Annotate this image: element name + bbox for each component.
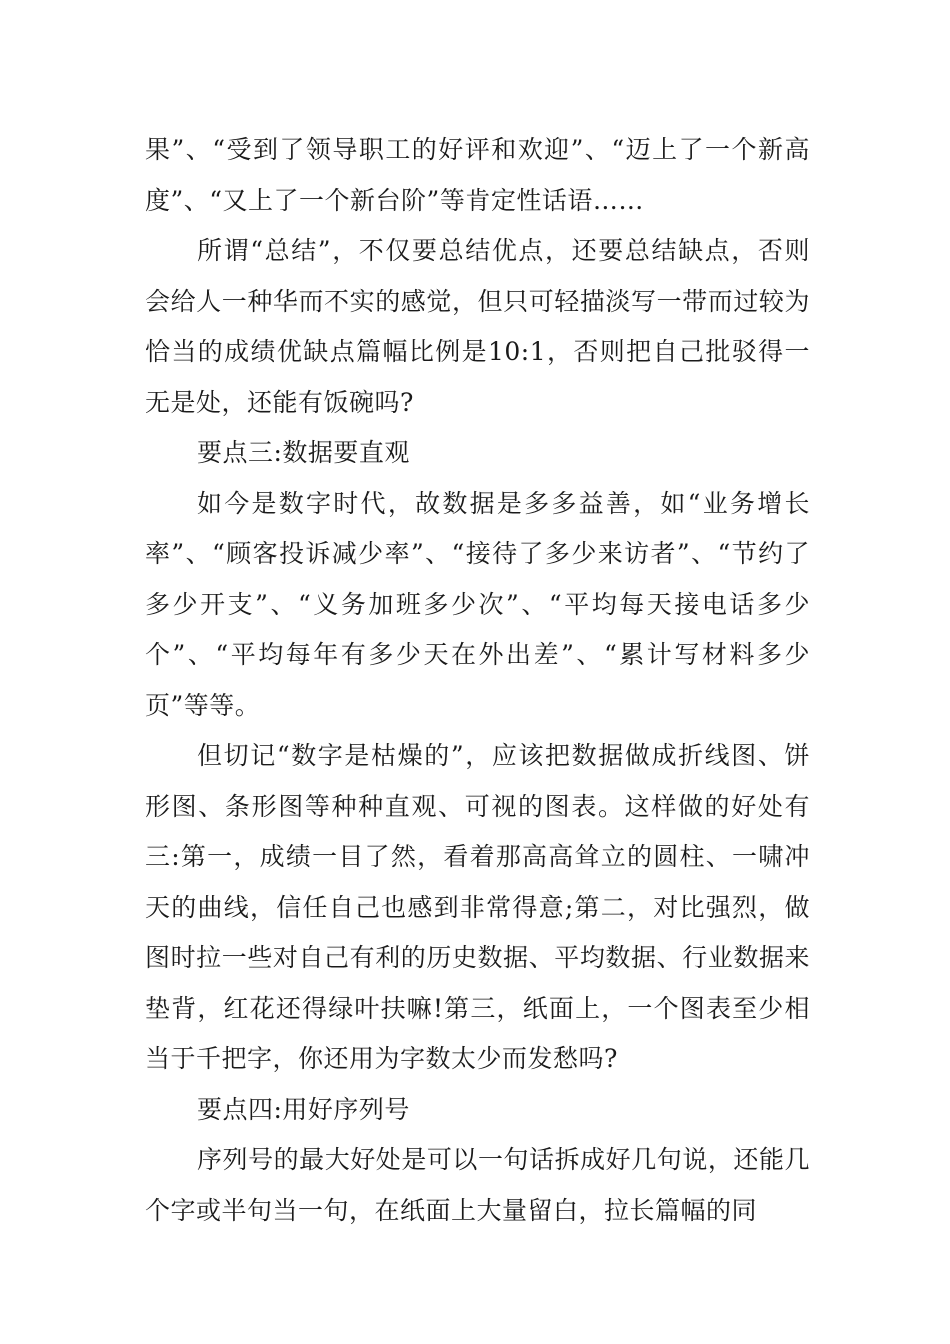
paragraph-charts-benefits: 但切记“数字是枯燥的”，应该把数据做成折线图、饼形图、条形图等种种直观、可视的图表。这样做的好处有三:第一，成绩一目了然，看着那高高耸立的圆柱、一啸冲天的曲线，信任自己也感到非常得意;第二，对比强烈，做图时拉一些对自己有利的历史数据、平均数据、行业数据来垫背，红花还得绿叶扶嘛!第三，纸面上，一个图表至少相当于千把字，你还用为字数太少而发愁吗?	[145, 741, 810, 1073]
document-body	[145, 125, 810, 1236]
paragraph-data-examples: 如今是数字时代，故数据是多多益善，如“业务增长率”、“顾客投诉减少率”、“接待了多少来访者”、“节约了多少开支”、“义务加班多少次”、“平均每天接电话多少个”、“平均每年有多少天在外出差”、“累计写材料多少页”等等。	[145, 488, 810, 720]
paragraph-serial-numbers: 序列号的最大好处是可以一句话拆成好几句说，还能几个字或半句当一句，在纸面上大量留白，拉长篇幅的同	[145, 1145, 810, 1225]
paragraph-summary-balance: 所谓“总结”，不仅要总结优点，还要总结缺点，否则会给人一种华而不实的感觉，但只可轻描淡写一带而过较为恰当的成绩优缺点篇幅比例是10:1，否则把自己批驳得一无是处，还能有饭碗吗?	[145, 236, 810, 417]
paragraph-continuation: 果”、“受到了领导职工的好评和欢迎”、“迈上了一个新高度”、“又上了一个新台阶”等肯定性话语……	[145, 135, 810, 215]
section-heading-point-four: 要点四:用好序列号	[197, 1094, 410, 1124]
section-heading-point-three: 要点三:数据要直观	[197, 438, 410, 467]
